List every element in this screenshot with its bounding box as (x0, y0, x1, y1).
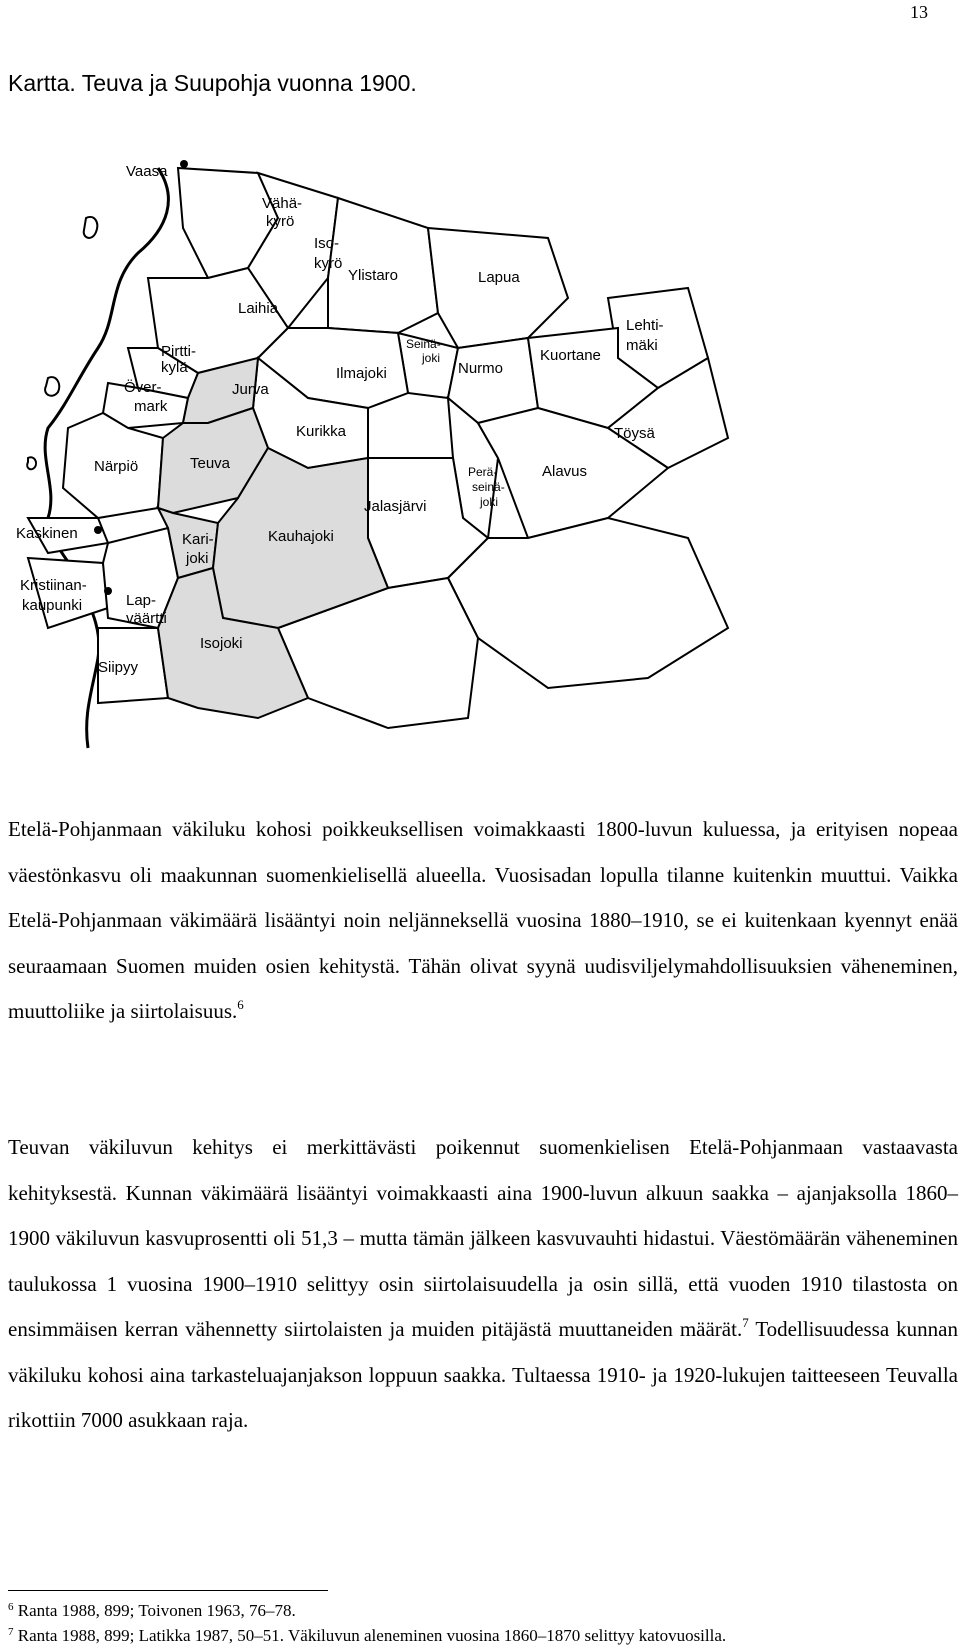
label-kurikka: Kurikka (296, 423, 347, 440)
label-pirttikyla-2: kylä (161, 359, 188, 376)
label-nurmo: Nurmo (458, 360, 504, 377)
label-kuortane: Kuortane (540, 347, 601, 364)
map-figure (8, 158, 818, 758)
vaasa-dot (180, 160, 188, 168)
label-lapvaartti-2: väärtti (126, 610, 167, 627)
label-isokyro-1: Iso- (314, 235, 340, 252)
label-isokyro-2: kyrö (314, 255, 343, 272)
municipality-map (8, 158, 818, 758)
label-teuva: Teuva (190, 455, 231, 472)
label-overmark-2: mark (134, 398, 168, 415)
island-3 (27, 457, 36, 469)
label-overmark-1: Över- (124, 379, 162, 396)
label-jalasjarvi: Jalasjärvi (364, 498, 427, 515)
footnote-mark-6: 6 (8, 1601, 14, 1613)
label-peraseinajoki-2: seinä- (472, 480, 505, 494)
label-karijoki-2: joki (186, 550, 209, 567)
label-jurva: Jurva (232, 381, 269, 398)
label-isojoki: Isojoki (200, 635, 243, 652)
paragraph-1-text: Etelä-Pohjanmaan väkiluku kohosi poikkeuksellisen voimakkaasti 1800-luvun kuluessa, ja erityisen nopeaa väestönkasvu oli maakunnan suomenkielisellä alueella. Vuosisadan lopulla tilanne kuitenkin muuttui. Vaikka Etelä-Pohjanmaan väkimäärä lisääntyi noin neljänneksellä vuosina 1880–1910, se ei kuitenkaan kyennyt enää seuraamaan Suomen muiden osien kehitystä. Tähän olivat syynä uudisviljelymahdollisuuksien väheneminen, muuttoliike ja siirtolaisuus. (8, 817, 958, 1023)
footnote-mark-7: 7 (8, 1626, 14, 1638)
label-ylistaro: Ylistaro (348, 267, 399, 284)
label-vahakyro-1: Vähä- (262, 195, 303, 212)
label-kristiinankaupunki-1: Kristiinan- (20, 577, 87, 594)
label-lehtimaki-1: Lehti- (626, 317, 664, 334)
label-alavus: Alavus (542, 463, 588, 480)
kristiinankaupunki-dot (104, 587, 112, 595)
label-kristiinankaupunki-2: kaupunki (22, 597, 83, 614)
label-peraseinajoki-3: joki (480, 495, 499, 509)
label-karijoki-1: Kari- (182, 531, 214, 548)
label-lapua: Lapua (478, 269, 520, 286)
label-vaasa: Vaasa (126, 163, 168, 180)
label-siipyy: Siipyy (98, 659, 139, 676)
label-seinajoki-1: Seinä- (406, 337, 441, 351)
label-narpio: Närpiö (94, 458, 139, 475)
label-lehtimaki-2: mäki (626, 337, 658, 354)
footnote-text-7: Ranta 1988, 899; Latikka 1987, 50–51. Väkiluvun aleneminen vuosina 1860–1870 selittyy katovuosilla. (17, 1626, 727, 1645)
body-paragraph-2 (8, 1125, 958, 1444)
label-ilmajoki: Ilmajoki (336, 365, 387, 382)
label-kaskinen: Kaskinen (16, 525, 78, 542)
label-toysa: Töysä (614, 425, 655, 442)
region-lapua (428, 228, 568, 348)
label-laihia: Laihia (238, 300, 279, 317)
label-vahakyro-2: kyrö (266, 213, 295, 230)
footnote-text-6: Ranta 1988, 899; Toivonen 1963, 76–78. (17, 1601, 296, 1620)
label-peraseinajoki-1: Perä- (468, 465, 498, 479)
paragraph-2-text-b: Todellisuudessa kunnan väkiluku kohosi aina tarkasteluajanjakson loppuun saakka. Tultaessa 1910- ja 1920-lukujen taitteeseen Teuvalla rikottiin 7000 asukkaan raja. (8, 1317, 958, 1432)
label-lapvaartti-1: Lap- (126, 592, 157, 609)
paragraph-2-text-a: Teuvan väkiluvun kehitys ei merkittävästi poikennut suomenkielisen Etelä-Pohjanmaan vastaavasta kehityksestä. Kunnan väkimäärä lisääntyi voimakkaasti aina 1900-luvun alkuun saakka – ajanjaksolla 1860–1900 väkiluvun kasvuprosentti oli 51,3 – mutta tämän jälkeen kasvuvauhti hidastui. Väestömäärän väheneminen taulukossa 1 vuosina 1900–1910 selittyy osin siirtolaisuudella ja osin sillä, että vuoden 1910 tilastosta on ensimmäisen kerran vähennetty siirtolaisten ja muiden pitäjästä muuttaneiden määrät. (8, 1135, 958, 1341)
label-pirttikyla-1: Pirtti- (161, 343, 196, 360)
footnote-7 (8, 1623, 958, 1648)
footnote-ref-7: 7 (742, 1315, 749, 1330)
page-number: 13 (910, 2, 928, 22)
island-1 (84, 217, 98, 238)
kaskinen-dot (94, 526, 102, 534)
region-east-outer (448, 518, 728, 688)
label-kauhajoki: Kauhajoki (268, 528, 334, 545)
region-ylistaro (328, 198, 438, 333)
body-paragraph-1 (8, 807, 958, 1035)
footnote-ref-6: 6 (237, 997, 244, 1012)
footnote-separator (8, 1590, 328, 1591)
label-seinajoki-2: joki (422, 351, 441, 365)
footnote-6 (8, 1598, 958, 1623)
footnotes (8, 1598, 958, 1648)
map-caption: Kartta. Teuva ja Suupohja vuonna 1900. (8, 70, 417, 96)
island-2 (45, 377, 59, 396)
